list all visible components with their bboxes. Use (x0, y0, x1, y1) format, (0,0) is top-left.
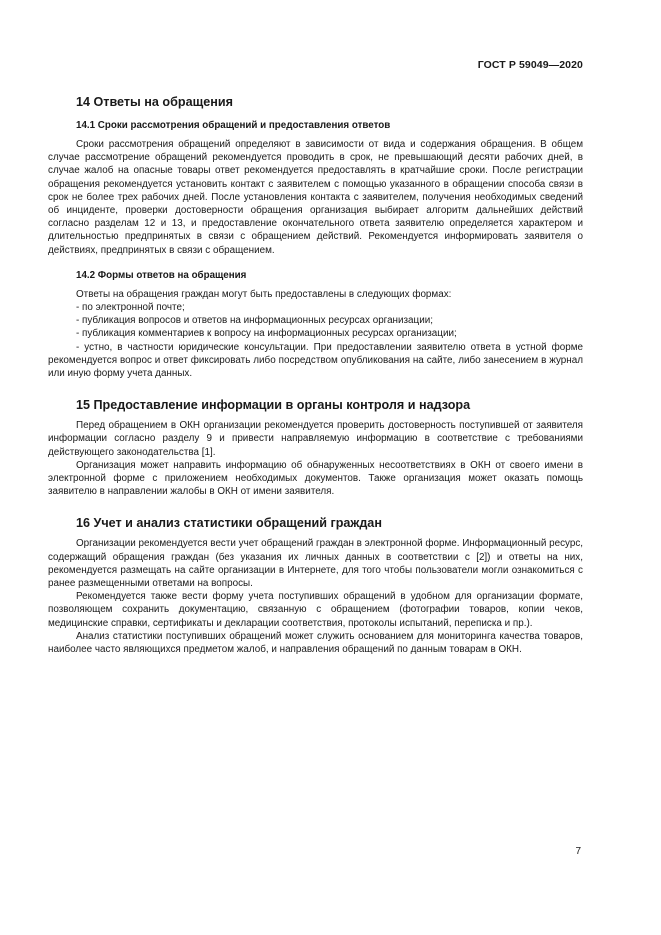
list-item: - устно, в частности юридические консультации. При предоставлении заявителю ответа в устной форме рекомендуется вопрос и ответ фиксировать либо посредством опубликования на сайте, либо занесением в журнал или иную форму учета данных. (48, 341, 583, 380)
section-15-title: 15 Предоставление информации в органы контроля и надзора (76, 398, 471, 413)
list-item: - публикация комментариев к вопросу на информационных ресурсах организации; (76, 328, 457, 340)
subsection-14-1-title: 14.1 Сроки рассмотрения обращений и предоставления ответов (76, 120, 391, 131)
paragraph-16-3: Анализ статистики поступивших обращений может служить основанием для мониторинга качества товаров, наиболее часто являющихся предметом жалоб, и направления обращений по данным товарам в ОКН. (48, 630, 583, 656)
paragraph-15-1: Перед обращением в ОКН организации рекомендуется проверить достоверность поступившей от заявителя информации согласно разделу 9 и привести направляемую информацию в соответствие с требованиями действующего законодательства [1]. (48, 420, 583, 458)
paragraph-15-2: Организация может направить информацию об обнаруженных несоответствиях в ОКН от своего имени в электронной форме с приложением необходимых документов. Также организация может оказать помощь заявителю в направлении жалобы в ОКН от имени заявителя. (48, 459, 583, 498)
section-16-title: 16 Учет и анализ статистики обращений граждан (76, 516, 382, 531)
document-code: ГОСТ Р 59049—2020 (477, 59, 583, 71)
document-body (48, 94, 583, 656)
paragraph-14-1: Сроки рассмотрения обращений определяют в зависимости от вида и содержания обращения. В общем случае рассмотрение обращений рекомендуется проводить в срок, не превышающий десяти рабочих дней, в случае жалоб на опасные товары ответ рекомендуется предоставлять в кратчайшие сроки. После регистрации обращения рекомендуется установить контакт с заявителем с помощью указанного в обращении способа связи в срок не более трех рабочих дней. После установления контакта с заявителем, получения необходимых сведений об инциденте, проверки достоверности обращения организация выбирает алгоритм дальнейших действий согласно разделам 12 и 13, и предоставление окончательного ответа заявителю определяется характером и длительностью предпринятых в связи с обращением действий. Рекомендуется информировать заявителя о действиях, предпринятых в связи с обращением. (48, 139, 583, 256)
paragraph-16-1: Организации рекомендуется вести учет обращений граждан в электронной форме. Информационный ресурс, содержащий обращения граждан (без указания их личных данных в соответствии с [2]) и ответы на них, рекомендуется размещать на сайте организации в Интернете, для того чтобы пользователи могли ознакомиться с ранее размещенными ответами на вопросы. (48, 538, 584, 590)
section-14-title: 14 Ответы на обращения (76, 95, 233, 109)
paragraph-16-2: Рекомендуется также вести форму учета поступивших обращений в удобном для организации формате, позволяющем сохранить документацию, связанную с обращением (фотографии товаров, копии чеков, медицинские справки, сертификаты и декларации соответствия, протоколы испытаний, переписка и пр.). (48, 591, 583, 629)
subsection-14-2-title: 14.2 Формы ответов на обращения (76, 269, 247, 281)
page-number: 7 (575, 846, 581, 857)
paragraph-14-2-intro: Ответы на обращения граждан могут быть предоставлены в следующих формах: (76, 288, 452, 300)
list-item: - публикация вопросов и ответов на информационных ресурсах организации; (76, 315, 433, 327)
list-item: - по электронной почте; (76, 302, 185, 314)
